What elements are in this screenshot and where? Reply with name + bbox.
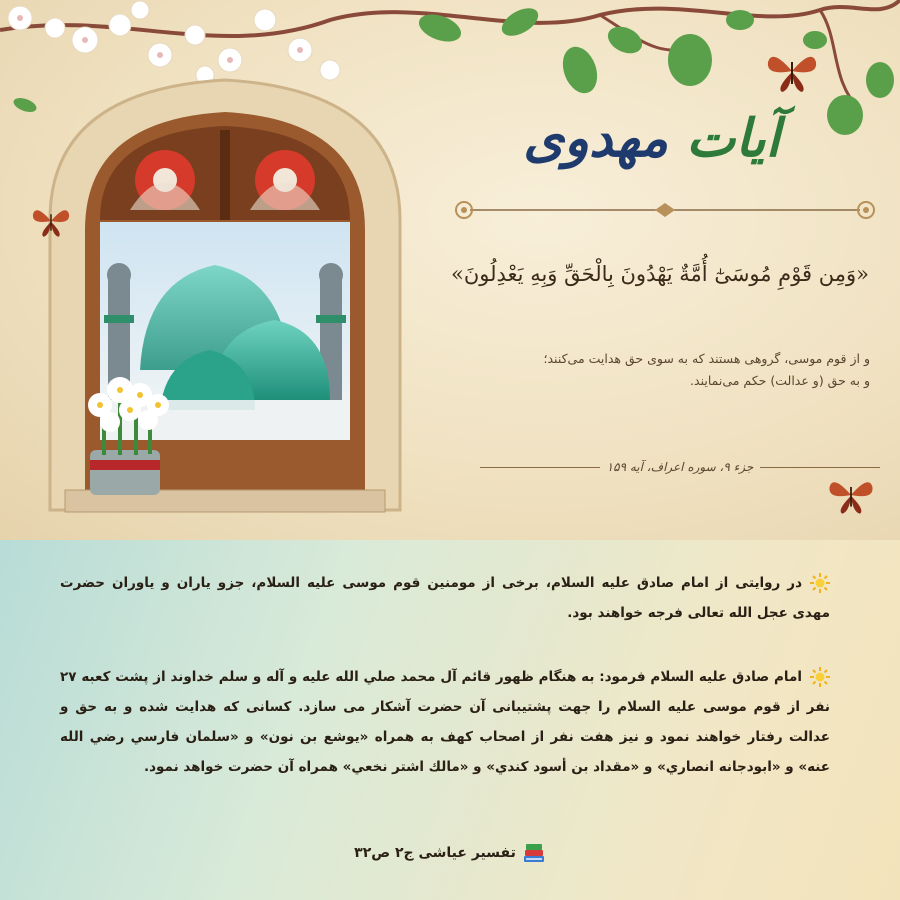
- verse-reference: جزء ۹، سوره اعراف، آیه ۱۵۹: [606, 460, 754, 474]
- title-part-2: مهدوی: [523, 108, 669, 169]
- page-title: [523, 108, 780, 169]
- butterfly-icon: [764, 48, 820, 94]
- paragraph-1: [60, 568, 830, 628]
- source-text: تفسیر عیاشی ج۲ ص۳۲: [354, 845, 516, 861]
- translation-line-1: و از قوم موسی، گروهی هستند که به سوی حق هدایت می‌کنند؛: [543, 351, 870, 366]
- ref-line-left: [480, 467, 600, 468]
- verse-reference-row: [480, 456, 880, 478]
- arched-window: [30, 70, 420, 520]
- butterfly-icon: [30, 202, 72, 240]
- ref-line-right: [760, 467, 880, 468]
- commentary-panel: [0, 540, 900, 900]
- translation-line-2: و به حق (و عدالت) حکم می‌نمایند.: [690, 373, 870, 388]
- books-icon: [522, 842, 546, 864]
- paragraph-2-text: امام صادق علیه السلام فرمود: به هنگام ظهور قائم آل محمد صلي الله عليه و آله و سلم خداوند از پشت کعبه ۲۷ نفر از قوم موسی علیه السلام را جهت پشتیبانی آن حضرت آشکار می سازد. کسانی که هدایت شده و به حق و عدالت رفتار خواهند نمود و نیز هفت نفر از اصحاب کهف به همراه «یوشع بن نون» و «سلمان فارسي رضي الله عنه» و «ابودجانه انصاري» و «مقداد بن أسود كندي» و «مالك اشتر نخعي» همراه آن حضرت خواهد نمود.: [60, 669, 830, 775]
- sun-icon: [810, 667, 830, 687]
- paragraph-1-text: در روایتی از امام صادق علیه السلام، برخی از مومنین قوم موسی علیه السلام، جزو یاران و یاوران حضرت مهدی عجل الله تعالی فرجه خواهند بود.: [60, 575, 830, 621]
- paragraph-2: [60, 662, 830, 782]
- title-part-1: آیات: [686, 108, 780, 169]
- quran-verse: «وَمِن قَوْمِ مُوسَىٰٓ أُمَّةٌ يَهْدُونَ بِالْحَقِّ وَبِهِ يَعْدِلُونَ»: [451, 262, 869, 286]
- ornament-divider: [450, 195, 880, 225]
- verse-translation: [520, 348, 870, 392]
- source-citation: [0, 842, 900, 864]
- sun-icon: [810, 573, 830, 593]
